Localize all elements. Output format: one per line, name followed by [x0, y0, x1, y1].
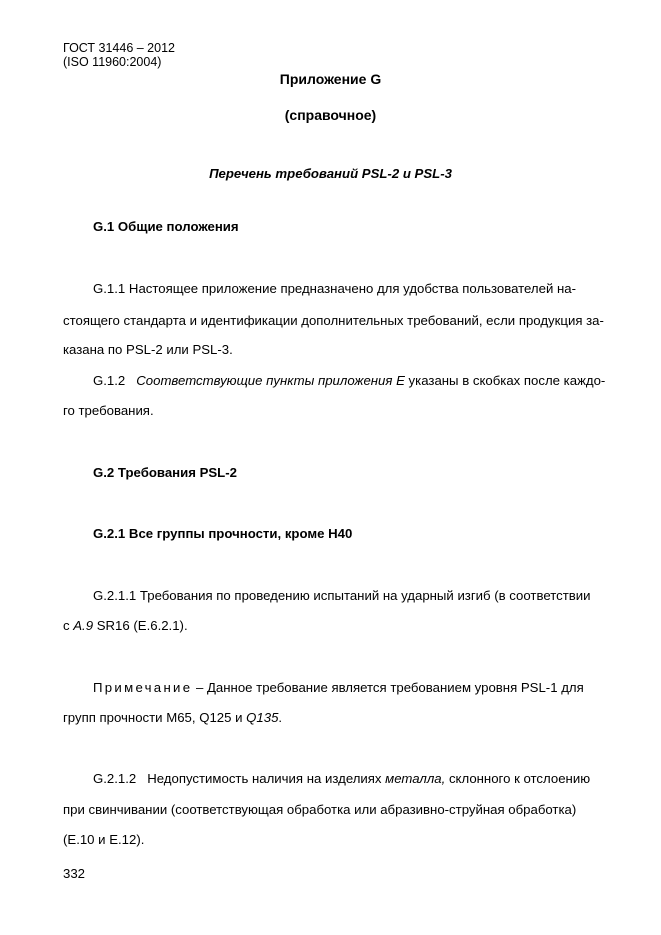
note-label: Примечание — [93, 680, 193, 695]
page-number: 332 — [63, 866, 86, 881]
paragraph-g12-line1 — [93, 373, 605, 388]
paragraph-g211-line1: G.2.1.1 Требования по проведению испытаний на ударный изгиб (в соответствии — [93, 588, 591, 603]
paragraph-g212-line2: при свинчивании (соответствующая обработка или абразивно-струйная обработка) — [63, 802, 577, 817]
appendix-title: Приложение G — [279, 71, 382, 87]
note-line2 — [63, 710, 282, 725]
paragraph-g211-line2 — [63, 618, 188, 633]
g12-rest: указаны в скобках после каждо- — [404, 373, 606, 388]
paragraph-g11-line1: G.1.1 Настоящее приложение предназначено для удобства пользователей на- — [93, 281, 577, 296]
paragraph-g212-line3: (Е.10 и Е.12). — [63, 832, 145, 847]
g12-italic-reference: Соответствующие пункты приложения Е — [136, 373, 405, 388]
g211-prefix: с — [63, 618, 74, 633]
note-l2-italic: Q135 — [246, 710, 279, 725]
note-l2-suffix: . — [278, 710, 283, 725]
g212-italic: металла, — [385, 771, 446, 786]
note-line1 — [93, 680, 584, 695]
note-l2-prefix: групп прочности М65, Q125 и — [63, 710, 247, 725]
list-title: Перечень требований PSL-2 и PSL-3 — [209, 166, 452, 181]
standard-number: ГОСТ 31446 – 2012 — [63, 41, 175, 55]
paragraph-g11-line3: казана по PSL-2 или PSL-3. — [63, 342, 233, 357]
paragraph-g11-line2: стоящего стандарта и идентификации дополнительных требований, если продукция за- — [63, 313, 604, 328]
g211-italic-ref: A.9 — [73, 618, 94, 633]
iso-reference: (ISO 11960:2004) — [63, 55, 162, 69]
g211-suffix: SR16 (Е.6.2.1). — [93, 618, 188, 633]
appendix-subtitle: (справочное) — [284, 107, 377, 123]
g212-prefix: G.2.1.2 Недопустимость наличия на изделиях — [93, 771, 386, 786]
section-g21-heading: G.2.1 Все группы прочности, кроме Н40 — [93, 526, 353, 541]
note-text: – Данное требование является требованием уровня PSL-1 для — [192, 680, 584, 695]
g212-suffix: склонного к отслоению — [445, 771, 591, 786]
section-g2-heading: G.2 Требования PSL-2 — [93, 465, 237, 480]
g12-number: G.1.2 — [93, 373, 137, 388]
section-g1-heading: G.1 Общие положения — [93, 219, 239, 234]
paragraph-g12-line2: го требования. — [63, 403, 154, 418]
paragraph-g212-line1 — [93, 771, 590, 786]
